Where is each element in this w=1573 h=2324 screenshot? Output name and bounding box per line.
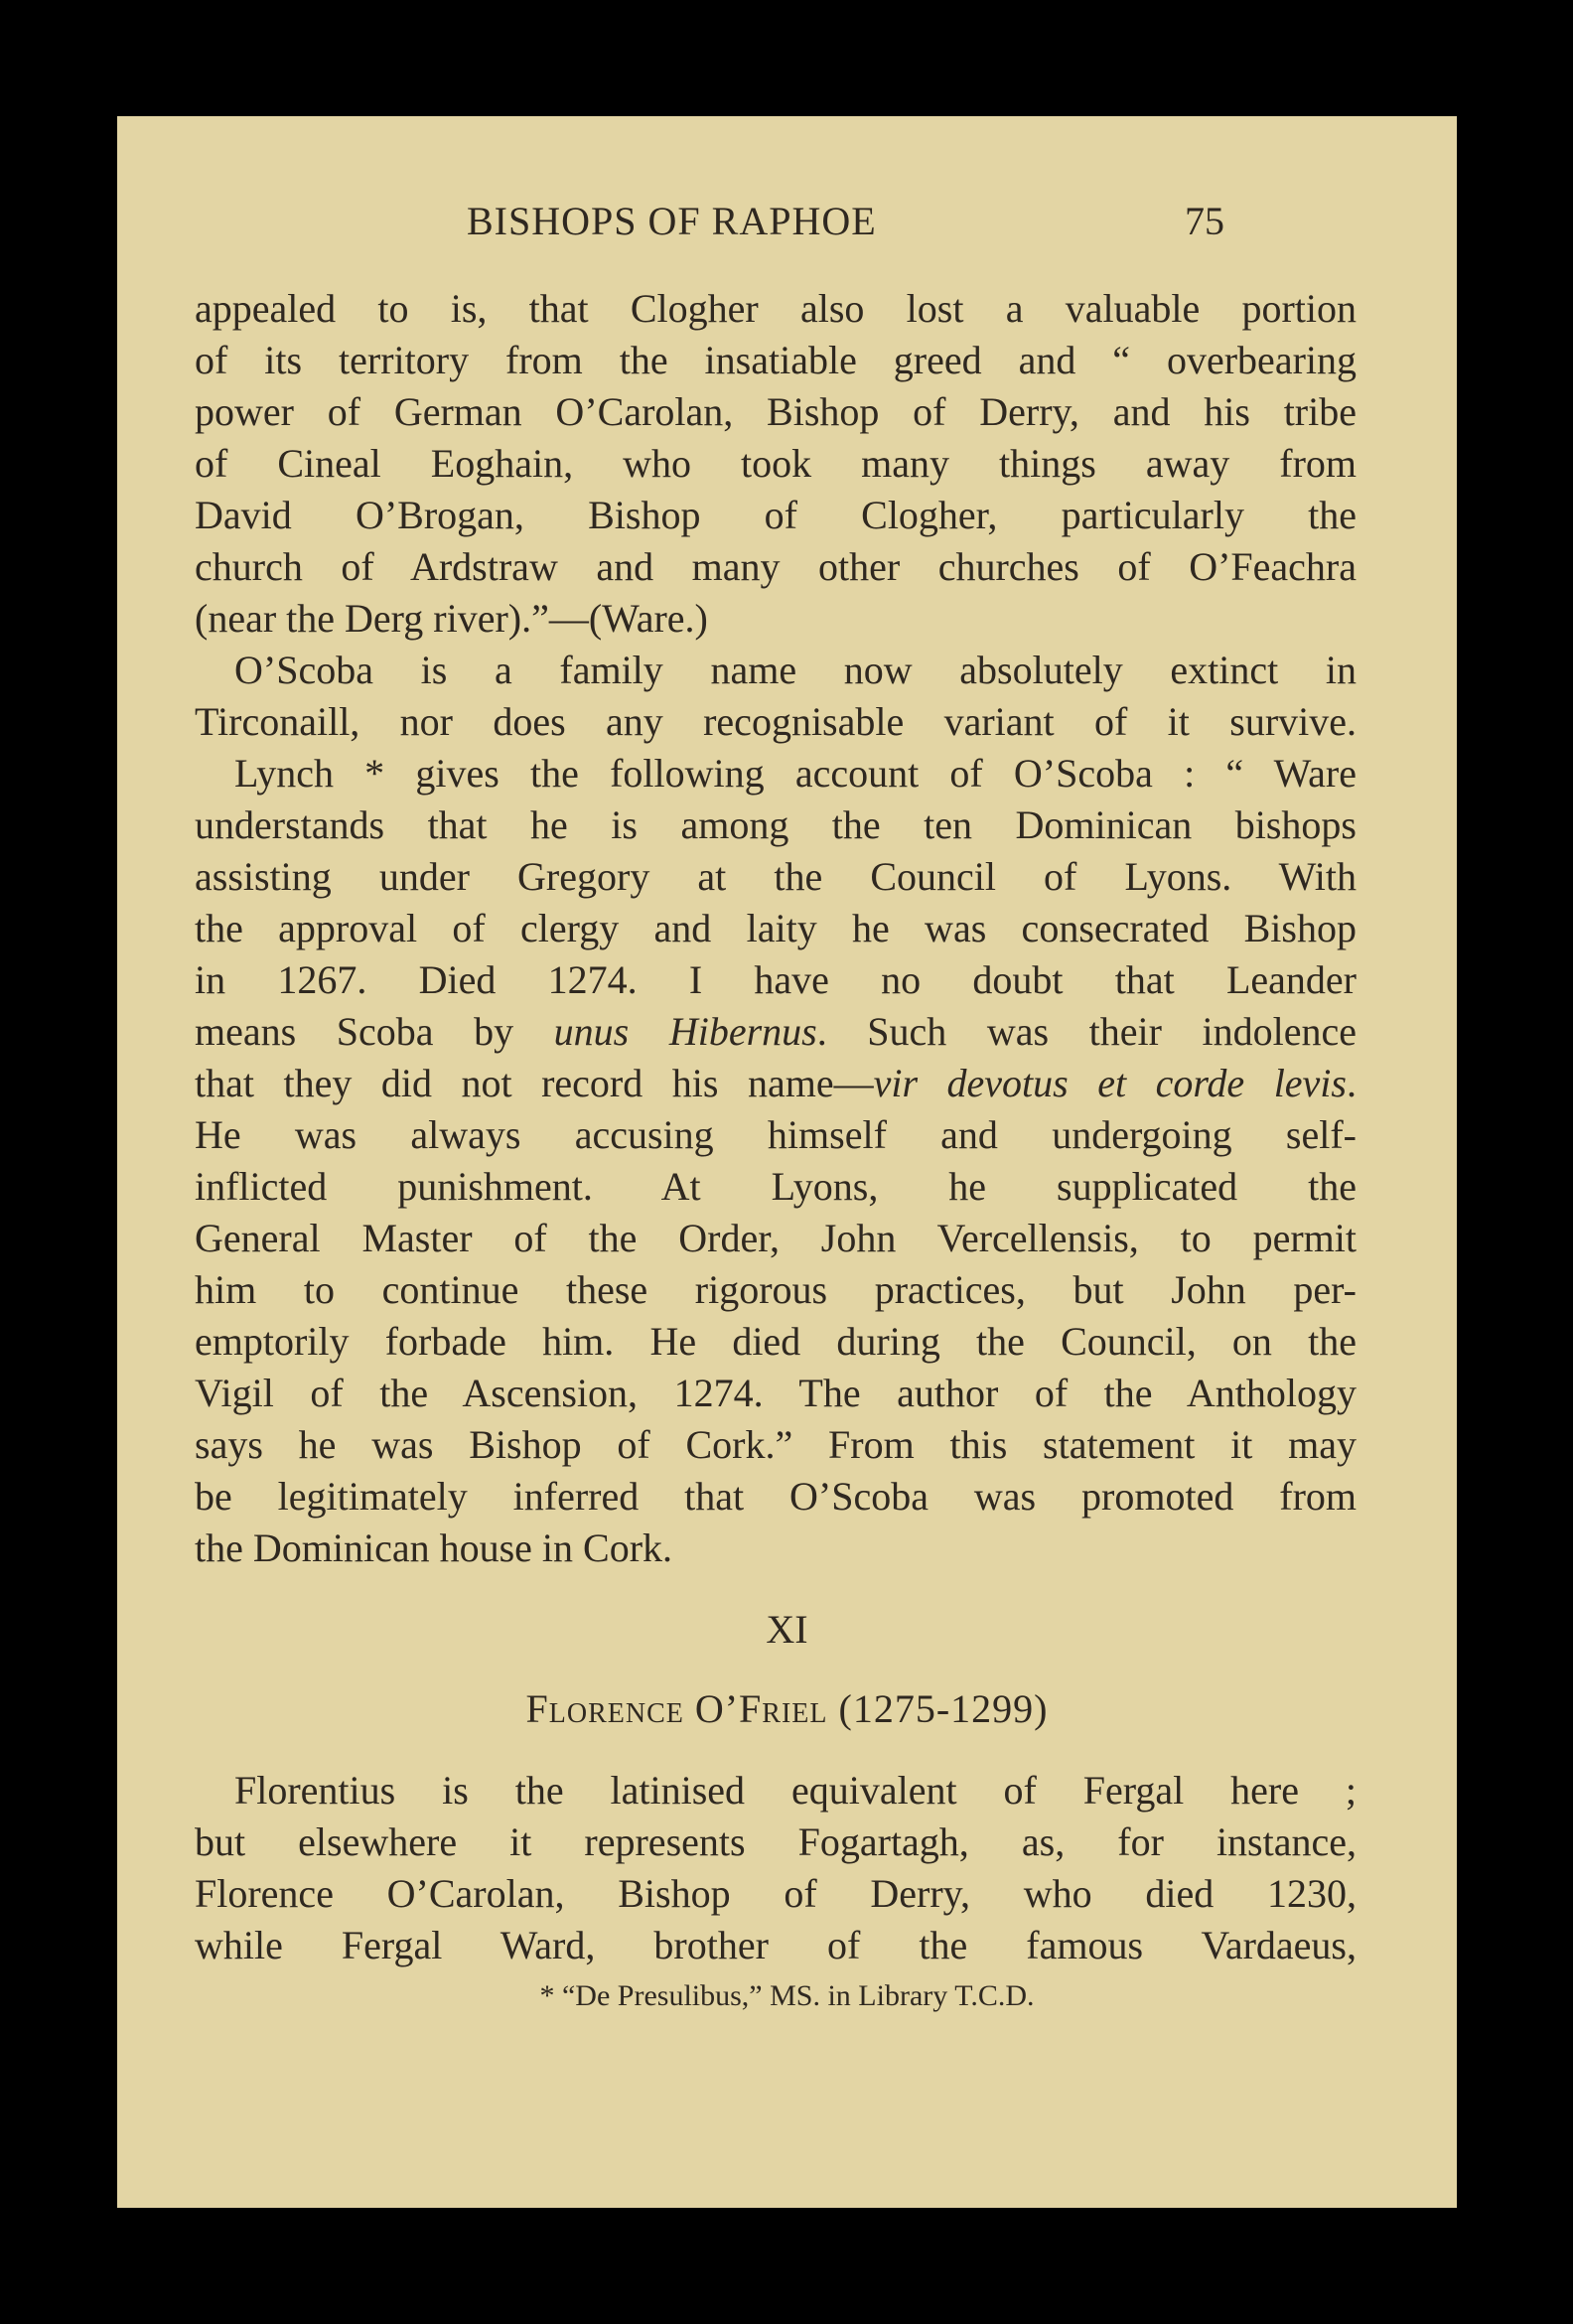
text-line: church of Ardstraw and many other churches of O’Feachra <box>195 544 1357 589</box>
text-line: the approval of clergy and laity he was consecrated Bishop <box>195 906 1357 950</box>
text-line: David O’Brogan, Bishop of Clogher, particularly the <box>195 493 1357 537</box>
text-line: Lynch * gives the following account of O’Scoba : “ Ware <box>234 751 1357 796</box>
text-line: says he was Bishop of Cork.” From this statement it may <box>195 1422 1357 1467</box>
italic-phrase: unus Hibernus <box>553 1009 817 1054</box>
text-line-with-italic <box>195 1058 1357 1109</box>
book-page <box>117 116 1457 2208</box>
text-line: of Cineal Eoghain, who took many things away from <box>195 441 1357 486</box>
running-title: BISHOPS OF RAPHOE <box>467 199 877 243</box>
text-line-with-italic <box>195 1006 1357 1058</box>
footnote: * “De Presulibus,” MS. in Library T.C.D. <box>539 1979 1035 2012</box>
text-span: . Such was their indolence <box>816 1009 1357 1054</box>
text-line: of its territory from the insatiable greed and “ overbearing <box>195 338 1357 382</box>
italic-phrase: vir devotus et corde levis <box>873 1061 1347 1105</box>
text-line: while Fergal Ward, brother of the famous Vardaeus, <box>195 1923 1357 1967</box>
text-line: power of German O’Carolan, Bishop of Derry, and his tribe <box>195 389 1357 434</box>
text-line: but elsewhere it represents Fogartagh, as, for instance, <box>195 1819 1357 1864</box>
text-line: in 1267. Died 1274. I have no doubt that Leander <box>195 957 1357 1002</box>
text-line: emptorily forbade him. He died during the Council, on the <box>195 1319 1357 1364</box>
text-line: appealed to is, that Clogher also lost a valuable portion <box>195 286 1357 331</box>
text-line: O’Scoba is a family name now absolutely extinct in <box>234 648 1357 692</box>
text-span: means Scoba by <box>195 1009 554 1054</box>
text-span: . <box>1347 1061 1357 1105</box>
section-heading: Florence O’Friel (1275-1299) <box>525 1686 1049 1731</box>
text-line: the Dominican house in Cork. <box>195 1525 673 1570</box>
text-line: Florentius is the latinised equivalent of Fergal here ; <box>234 1768 1357 1813</box>
text-line: He was always accusing himself and undergoing self- <box>195 1112 1357 1157</box>
text-line: inflicted punishment. At Lyons, he supplicated the <box>195 1164 1357 1209</box>
text-line: understands that he is among the ten Dominican bishops <box>195 802 1357 847</box>
text-line: (near the Derg river).”—(Ware.) <box>195 596 708 641</box>
page-number: 75 <box>1185 199 1224 243</box>
text-line: Tirconaill, nor does any recognisable variant of it survive. <box>195 699 1357 744</box>
section-numeral: XI <box>766 1607 808 1652</box>
text-line: assisting under Gregory at the Council of Lyons. With <box>195 854 1357 899</box>
running-header <box>117 198 1457 253</box>
text-span: that they did not record his name— <box>195 1061 874 1105</box>
text-line: him to continue these rigorous practices, but John per- <box>195 1267 1357 1312</box>
text-line: General Master of the Order, John Vercellensis, to permit <box>195 1216 1357 1260</box>
text-line: Florence O’Carolan, Bishop of Derry, who died 1230, <box>195 1871 1357 1916</box>
text-line: Vigil of the Ascension, 1274. The author of the Anthology <box>195 1371 1357 1415</box>
text-line: be legitimately inferred that O’Scoba was promoted from <box>195 1474 1357 1519</box>
